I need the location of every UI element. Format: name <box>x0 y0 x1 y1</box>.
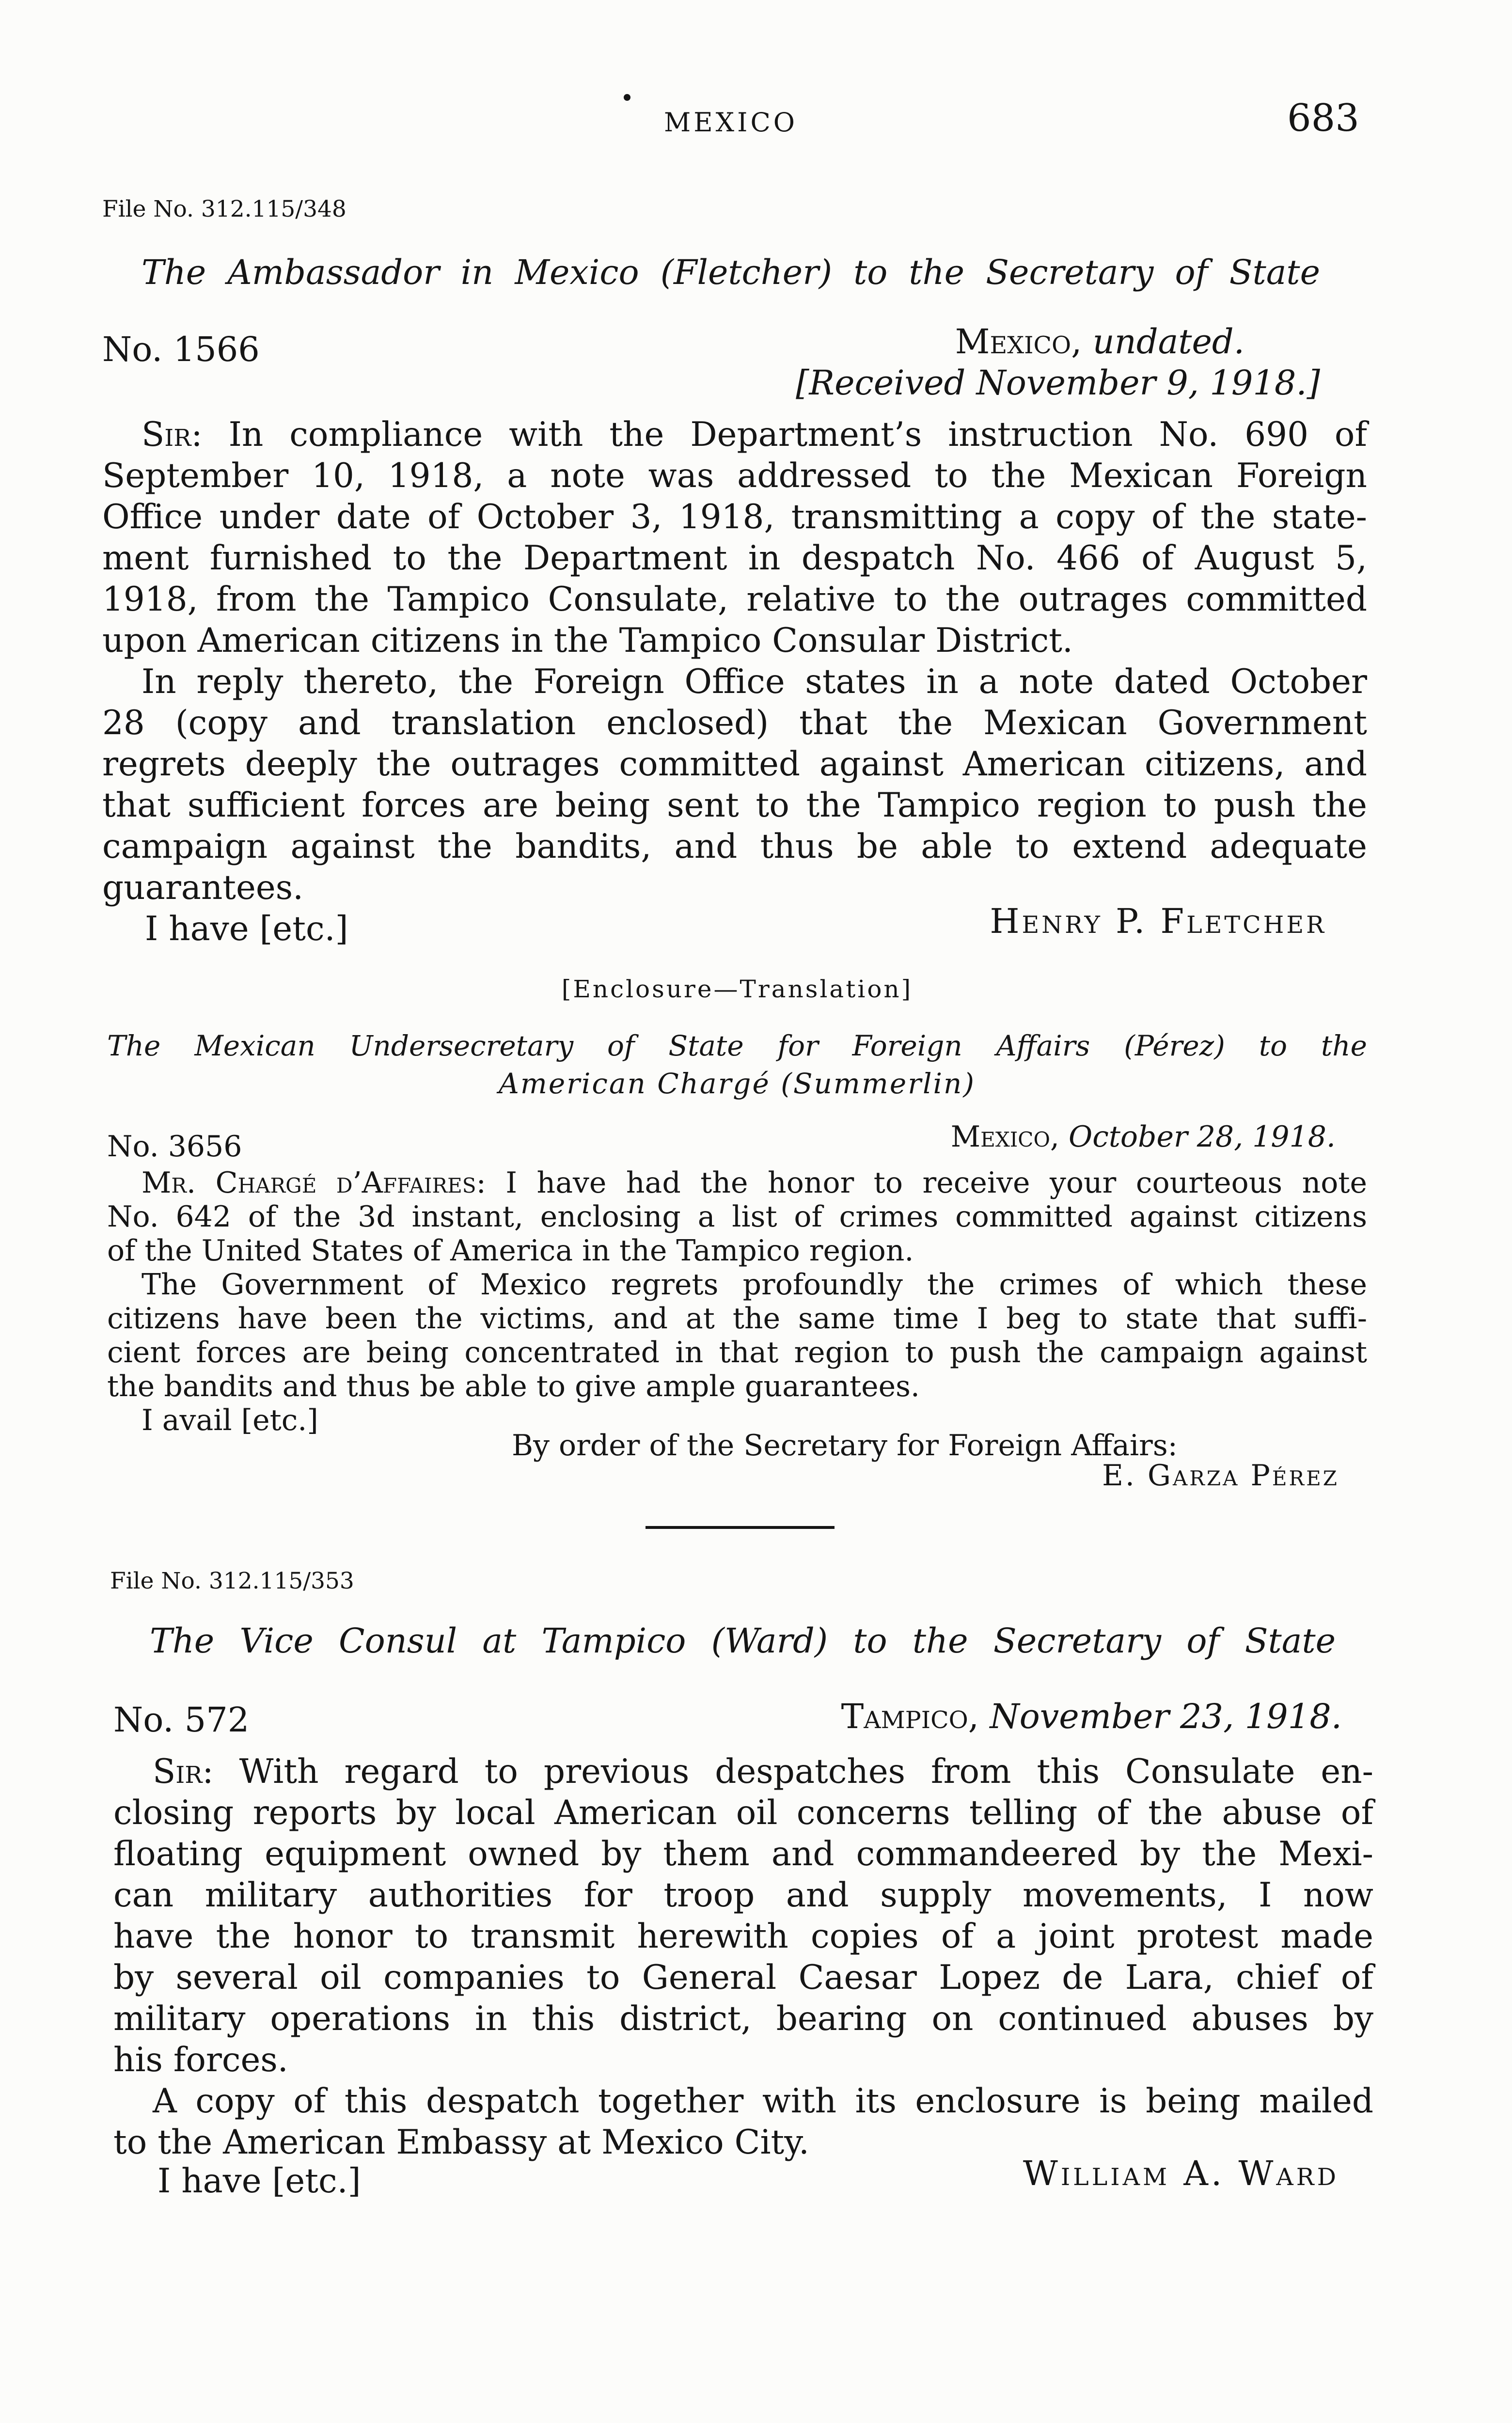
enclosure-label: [Enclosure—Translation] <box>561 975 913 1003</box>
enclosure-body <box>107 1166 1367 1437</box>
line-text: In compliance with the Department’s instruction No. 690 of <box>228 415 1367 454</box>
body-line: his forces. <box>113 2041 288 2079</box>
body-line: 1918, from the Tampico Consulate, relative to the outrages committed <box>102 580 1367 619</box>
doc2-despatch-number: No. 572 <box>113 1700 250 1740</box>
body-line: closing reports by local American oil concerns telling of the abuse of <box>113 1794 1373 1832</box>
body-line: A copy of this despatch together with its enclosure is being mailed <box>153 2082 1373 2121</box>
body-line: to the American Embassy at Mexico City. <box>113 2123 809 2162</box>
doc1-dateline <box>955 322 1244 361</box>
doc1-heading: The Ambassador in Mexico (Fletcher) to the Secretary of State <box>142 252 1320 292</box>
line-text: With regard to previous despatches from this Consulate en- <box>239 1752 1373 1791</box>
body-line: Office under date of October 3, 1918, transmitting a copy of the state- <box>102 498 1367 536</box>
enclosure-heading-line: The Mexican Undersecretary of State for Foreign Affairs (Pérez) to the <box>107 1029 1367 1062</box>
body-line: ment furnished to the Department in despatch No. 466 of August 5, <box>102 539 1367 578</box>
page-number: 683 <box>1287 96 1359 140</box>
body-line <box>107 1166 1367 1200</box>
doc1-place: Mexico, <box>955 322 1082 362</box>
doc2-file-number: File No. 312.115/353 <box>110 1568 354 1594</box>
ink-speck <box>624 94 630 101</box>
body-line <box>113 1751 1373 1793</box>
body-line <box>102 414 1367 456</box>
doc1-body <box>102 414 1367 909</box>
doc1-received-note: [Received November 9, 1918.] <box>796 363 1320 403</box>
body-line: In reply thereto, the Foreign Office states in a note dated October <box>142 662 1367 701</box>
body-line: upon American citizens in the Tampico Consular District. <box>102 621 1073 660</box>
doc1-despatch-number: No. 1566 <box>102 330 260 369</box>
enclosure-heading-line: American Chargé (Summerlin) <box>498 1067 976 1100</box>
enclosure-salutation: Mr. Chargé d’Affaires: <box>142 1166 486 1200</box>
enclosure-note-number: No. 3656 <box>107 1130 242 1164</box>
doc1-file-number: File No. 312.115/348 <box>102 196 346 222</box>
section-divider <box>646 1526 835 1529</box>
doc2-dateline <box>841 1697 1342 1736</box>
doc2-salutation: Sir: <box>153 1752 214 1791</box>
doc2-signature: William A. Ward <box>1023 2154 1339 2193</box>
enclosure-signature: E. Garza Pérez <box>1102 1459 1339 1493</box>
body-line: by several oil companies to General Caesar Lopez de Lara, chief of <box>113 1958 1373 1997</box>
doc1-salutation: Sir: <box>142 415 203 454</box>
body-line: have the honor to transmit herewith copies of a joint protest made <box>113 1917 1373 1956</box>
doc2-body <box>113 1751 1373 2163</box>
doc2-heading: The Vice Consul at Tampico (Ward) to the Secretary of State <box>150 1621 1336 1661</box>
enclosure-closing: I avail [etc.] <box>142 1403 318 1437</box>
doc2-date: November 23, 1918. <box>990 1697 1342 1736</box>
body-line: the bandits and thus be able to give ample guarantees. <box>107 1369 920 1403</box>
body-line: The Government of Mexico regrets profoundly the crimes of which these <box>142 1268 1367 1302</box>
body-line: that sufficient forces are being sent to the Tampico region to push the <box>102 786 1367 825</box>
body-line: September 10, 1918, a note was addressed to the Mexican Foreign <box>102 456 1367 495</box>
body-line: of the United States of America in the Tampico region. <box>107 1234 914 1268</box>
enclosure-place: Mexico, <box>950 1120 1059 1154</box>
body-line: military operations in this district, bearing on continued abuses by <box>113 1999 1373 2038</box>
enclosure-authority: By order of the Secretary for Foreign Affairs: <box>512 1429 1178 1463</box>
body-line: regrets deeply the outrages committed against American citizens, and <box>102 745 1367 784</box>
body-line: campaign against the bandits, and thus be able to extend adequate <box>102 827 1367 866</box>
body-line: 28 (copy and translation enclosed) that the Mexican Government <box>102 704 1367 742</box>
doc2-closing: I have [etc.] <box>158 2162 361 2201</box>
body-line: No. 642 of the 3d instant, enclosing a list of crimes committed against citizens <box>107 1200 1367 1234</box>
body-line: guarantees. <box>102 868 304 907</box>
body-line: cient forces are being concentrated in that region to push the campaign against <box>107 1336 1367 1369</box>
line-text: I have had the honor to receive your courteous note <box>505 1166 1367 1200</box>
doc1-signature: Henry P. Fletcher <box>990 901 1326 941</box>
doc2-place: Tampico, <box>841 1697 979 1736</box>
running-head-title: MEXICO <box>663 107 798 138</box>
body-line: citizens have been the victims, and at the same time I beg to state that suffi- <box>107 1302 1367 1336</box>
doc1-closing: I have [etc.] <box>145 910 348 948</box>
body-line: can military authorities for troop and supply movements, I now <box>113 1876 1373 1915</box>
body-line: floating equipment owned by them and commandeered by the Mexi- <box>113 1835 1373 1873</box>
doc1-date: undated. <box>1092 322 1244 362</box>
enclosure-date: October 28, 1918. <box>1069 1120 1336 1154</box>
enclosure-dateline <box>951 1120 1336 1154</box>
